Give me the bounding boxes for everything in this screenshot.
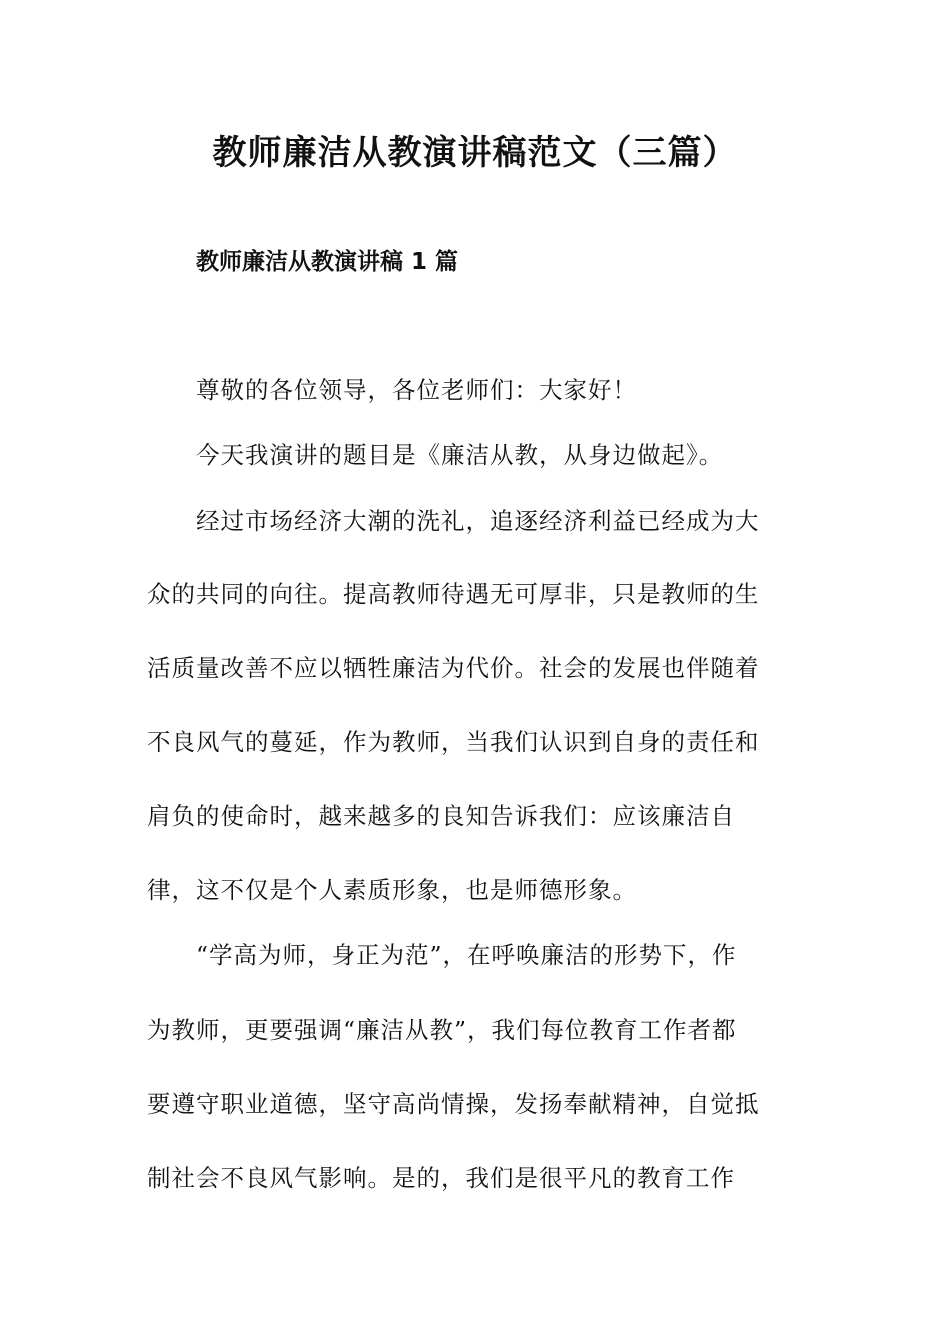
paragraph-line: 为教师，更要强调“廉洁从教”，我们每位教育工作者都 xyxy=(147,1016,737,1044)
paragraph-line: 今天我演讲的题目是《廉洁从教，从身边做起》。 xyxy=(196,441,724,469)
paragraph-line: 律，这不仅是个人素质形象，也是师德形象。 xyxy=(147,876,637,904)
paragraph-line: 不良风气的蔓延，作为教师，当我们认识到自身的责任和 xyxy=(147,728,760,756)
paragraph-line: 肩负的使命时，越来越多的良知告诉我们：应该廉洁自 xyxy=(147,802,735,830)
paragraph-line: 要遵守职业道德，坚守高尚情操，发扬奉献精神，自觉抵 xyxy=(147,1090,760,1118)
paragraph-line: 尊敬的各位领导，各位老师们：大家好！ xyxy=(196,376,637,404)
paragraph-line: “学高为师，身正为范”，在呼唤廉洁的形势下，作 xyxy=(196,941,737,969)
document-title: 教师廉洁从教演讲稿范文（三篇） xyxy=(212,133,738,173)
paragraph-line: 众的共同的向往。提高教师待遇无可厚非，只是教师的生 xyxy=(147,580,760,608)
paragraph-line: 制社会不良风气影响。是的，我们是很平凡的教育工作 xyxy=(147,1164,735,1192)
section-heading: 教师廉洁从教演讲稿 1 篇 xyxy=(196,249,459,275)
paragraph-line: 活质量改善不应以牺牲廉洁为代价。社会的发展也伴随着 xyxy=(147,654,760,682)
paragraph-line: 经过市场经济大潮的洗礼，追逐经济利益已经成为大 xyxy=(196,507,760,535)
